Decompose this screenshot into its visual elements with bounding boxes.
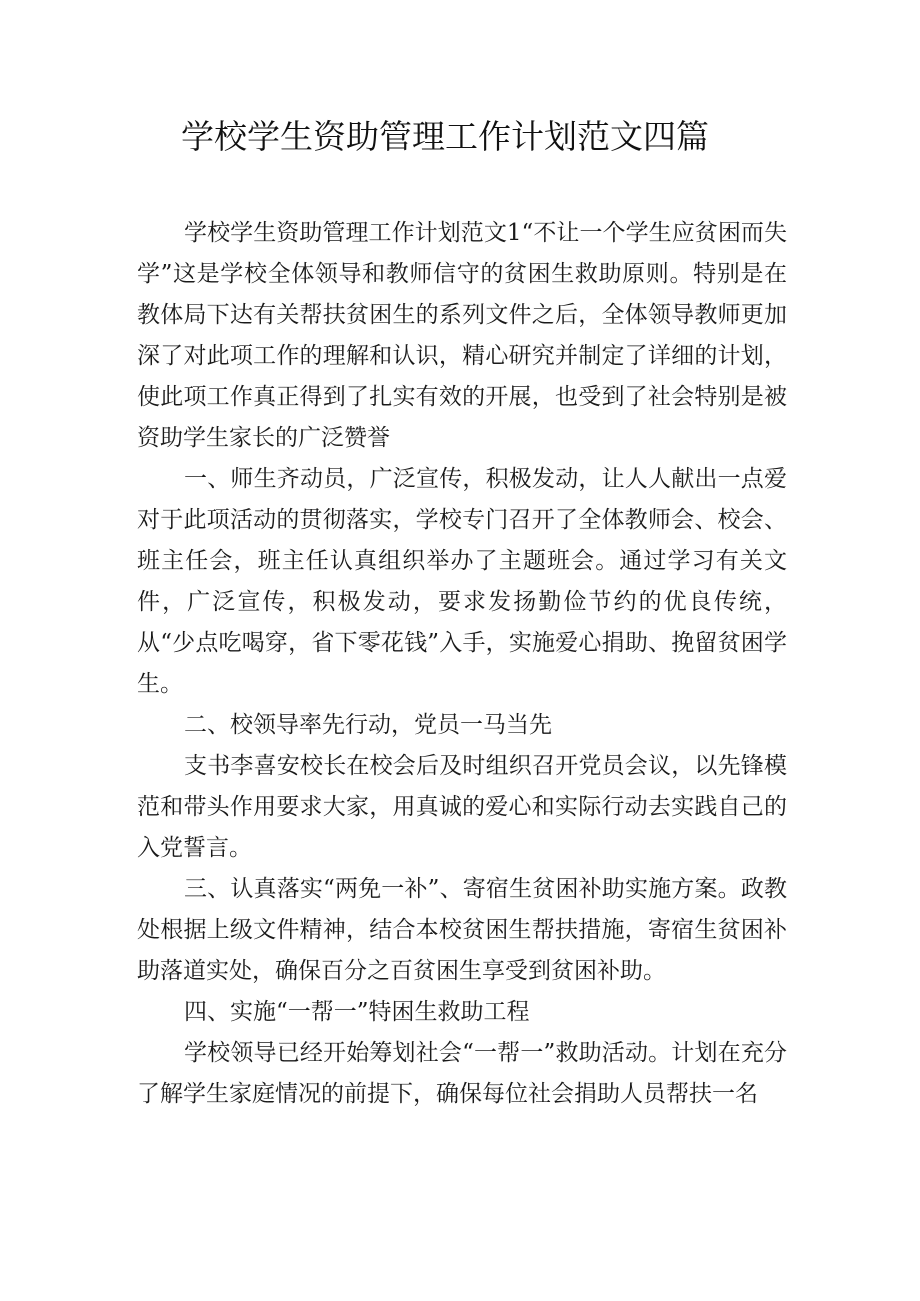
paragraph-section-3: 三、认真落实“两免一补”、寄宿生贫困补助实施方案。政教处根据上级文件精神，结合本校贫困生帮扶措施，寄宿生贫困补助落道实处，确保百分之百贫困生享受到贫困补助。	[137, 876, 787, 984]
paragraph-section-4: 学校领导已经开始筹划社会“一帮一”救助活动。计划在充分了解学生家庭情况的前提下，确保每位社会捐助人员帮扶一名	[137, 1040, 787, 1107]
document-body	[137, 213, 787, 1115]
heading-section-2: 二、校领导率先行动，党员一马当先	[184, 712, 552, 738]
paragraph-section-2: 支书李喜安校长在校会后及时组织召开党员会议，以先锋模范和带头作用要求大家，用真诚的爱心和实际行动去实践自己的入党誓言。	[137, 753, 787, 861]
heading-section-4: 四、实施“一帮一”特困生救助工程	[184, 999, 530, 1025]
document-title: 学校学生资助管理工作计划范文四篇	[181, 117, 709, 156]
paragraph-section-1: 一、师生齐动员，广泛宣传，积极发动，让人人献出一点爱对于此项活动的贯彻落实，学校专门召开了全体教师会、校会、班主任会，班主任认真组织举办了主题班会。通过学习有关文件，广泛宣传，积极发动，要求发扬勤俭节约的优良传统，从“少点吃喝穿，省下零花钱”入手，实施爱心捐助、挽留贫困学生。	[137, 466, 787, 697]
paragraph-intro: 学校学生资助管理工作计划范文1“不让一个学生应贫困而失学”这是学校全体领导和教师信守的贫困生救助原则。特别是在教体局下达有关帮扶贫困生的系列文件之后，全体领导教师更加深了对此项工作的理解和认识，精心研究并制定了详细的计划，使此项工作真正得到了扎实有效的开展，也受到了社会特别是被资助学生家长的广泛赞誉	[137, 220, 787, 451]
